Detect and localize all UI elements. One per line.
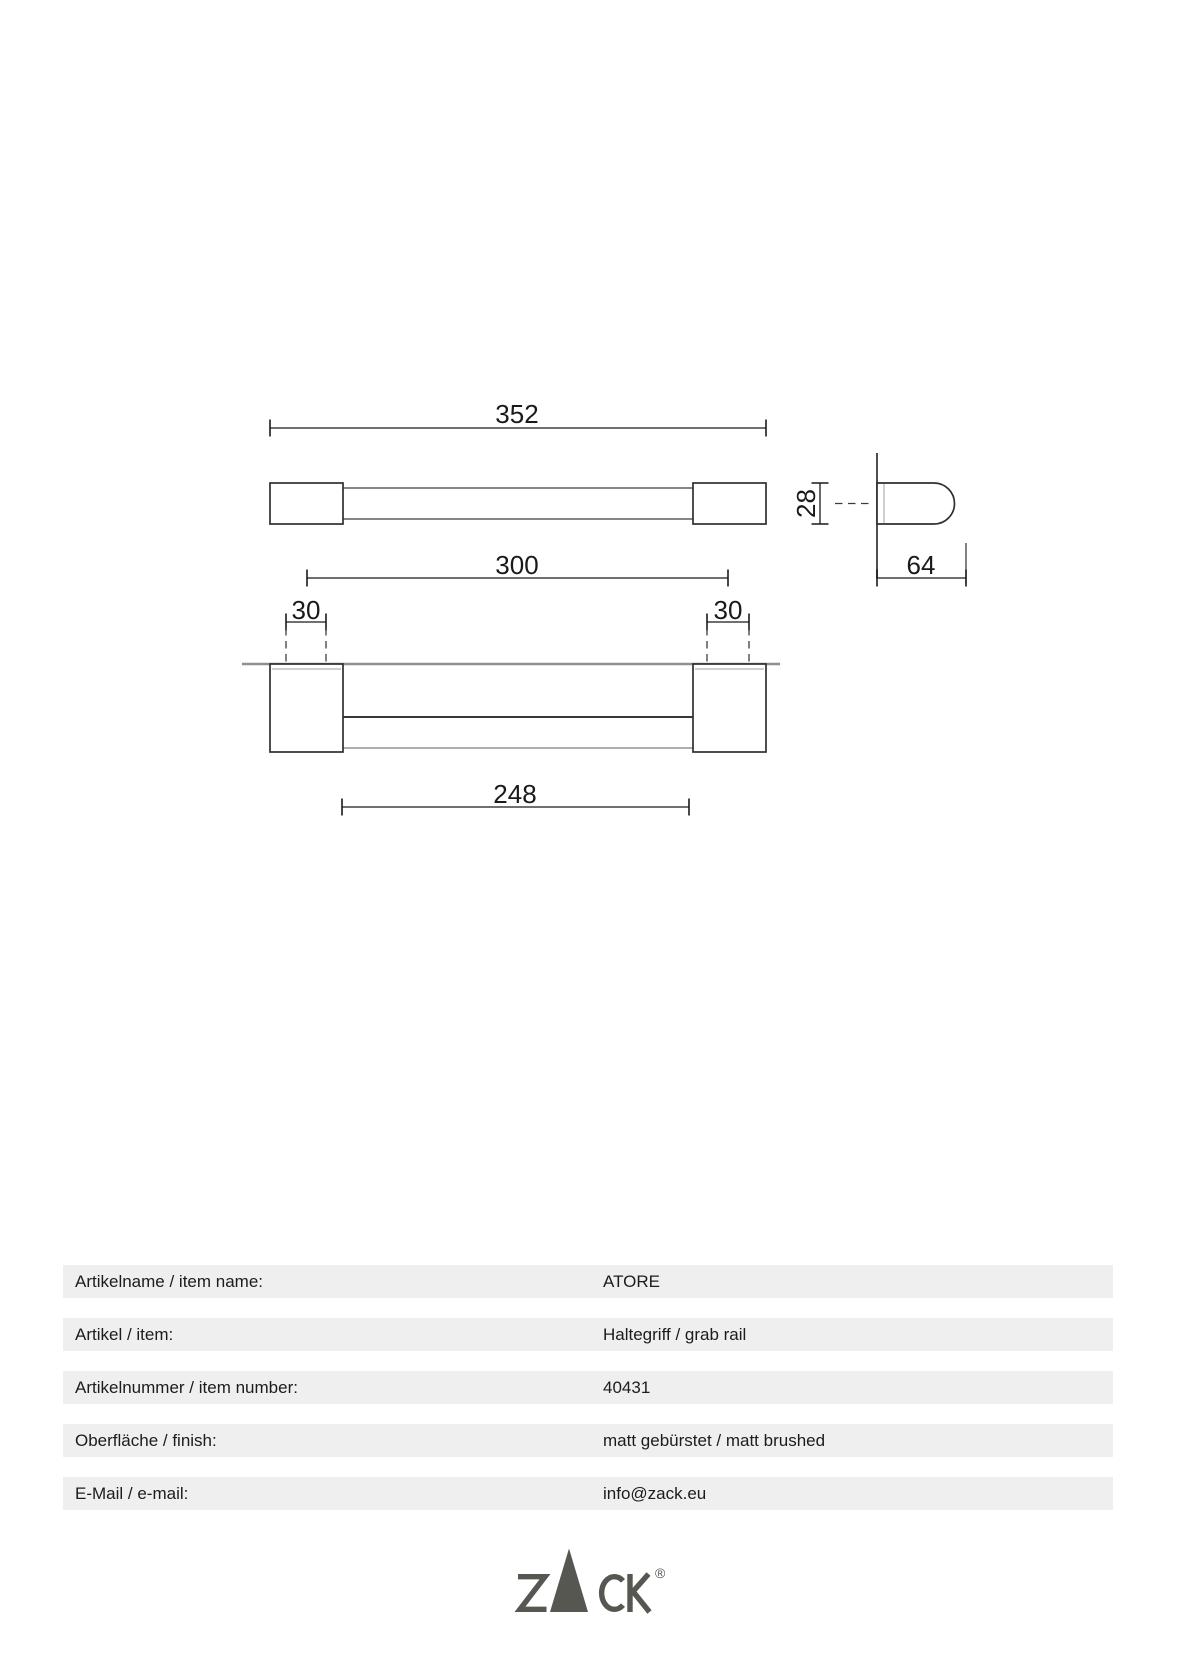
dim-inner-length [342, 779, 689, 816]
dim-inner-length-label: 248 [493, 779, 537, 809]
plan-left-post [270, 664, 343, 752]
plan-right-post [693, 664, 766, 752]
front-view [270, 483, 766, 524]
table-row-email [63, 1477, 1113, 1510]
logo-letter-c [602, 1577, 623, 1610]
logo-letter-k [630, 1574, 650, 1612]
zack-logo [513, 1546, 683, 1618]
front-right-end-cap [693, 483, 766, 524]
row-label: Artikelname / item name: [75, 1272, 264, 1291]
row-value: info@zack.eu [603, 1484, 707, 1503]
side-profile [877, 483, 955, 524]
row-value: 40431 [603, 1378, 651, 1397]
front-left-end-cap [270, 483, 343, 524]
table-row-item-name [63, 1265, 1113, 1298]
dim-fixing-width-left-label: 30 [291, 595, 321, 625]
row-label: Oberfläche / finish: [75, 1431, 217, 1450]
dim-depth-label: 64 [906, 550, 936, 580]
row-label: Artikelnummer / item number: [75, 1378, 298, 1397]
table-row-item [63, 1318, 1113, 1351]
logo-triangle-a [550, 1549, 588, 1613]
dim-depth [877, 543, 966, 587]
dim-diameter [791, 483, 829, 524]
technical-drawing [230, 390, 990, 830]
dim-fixing-width-right [707, 595, 749, 663]
dim-overall-length [270, 399, 766, 437]
table-row-finish [63, 1424, 1113, 1457]
row-label: Artikel / item: [75, 1325, 174, 1344]
dim-fixing-centers-label: 300 [495, 550, 539, 580]
side-view [835, 453, 955, 578]
dim-fixing-width-left [286, 595, 326, 663]
table-row-item-number [63, 1371, 1113, 1404]
row-value: ATORE [603, 1272, 660, 1291]
dim-fixing-centers [307, 550, 728, 587]
row-value: Haltegriff / grab rail [603, 1325, 747, 1344]
row-value: matt gebürstet / matt brushed [603, 1431, 826, 1450]
registered-trademark-icon: ® [655, 1565, 666, 1581]
logo-letter-z [518, 1577, 547, 1610]
row-label: E-Mail / e-mail: [75, 1484, 189, 1503]
dim-diameter-label: 28 [791, 489, 821, 518]
dim-fixing-width-right-label: 30 [713, 595, 743, 625]
dim-overall-length-label: 352 [495, 399, 539, 429]
plan-view [242, 664, 780, 752]
